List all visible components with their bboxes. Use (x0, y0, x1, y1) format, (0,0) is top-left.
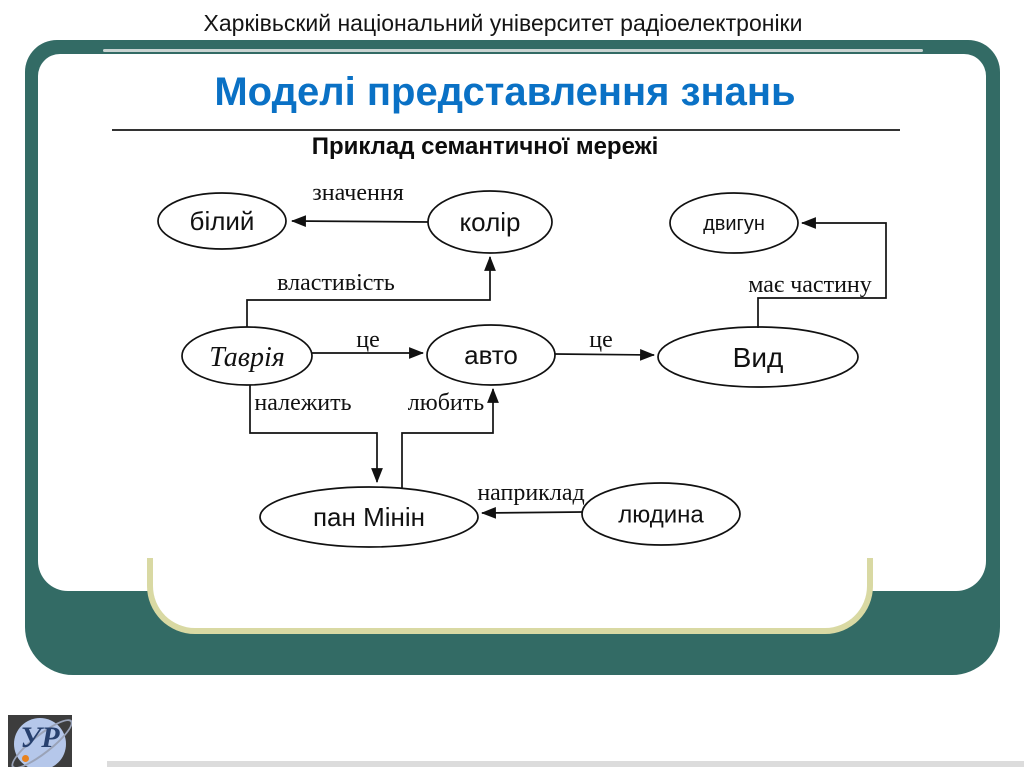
edge-label-liubyt: любить (407, 390, 485, 416)
node-label-vyd: Вид (732, 341, 784, 373)
edge-label-maie-chastynu: має частину (748, 272, 872, 298)
node-label-liudyna: людина (618, 501, 704, 529)
logo-monogram: УР (20, 721, 60, 754)
slide-title: Моделі представлення знань (214, 70, 796, 114)
edge-line-tse-2 (555, 354, 654, 355)
edge-label-tse-1: це (356, 327, 380, 353)
university-header: Харківьский національний університет радіоелектроніки (203, 10, 803, 36)
node-label-dvyhun: двигун (703, 213, 765, 235)
bottom-edge-strip (107, 761, 1024, 767)
university-logo (8, 715, 72, 767)
slide-subtitle: Приклад семантичної мережі (311, 133, 659, 160)
node-label-avto: авто (464, 340, 518, 371)
edge-label-nalezhyt: належить (254, 390, 352, 416)
node-label-kolir: колір (459, 207, 521, 238)
node-label-pan-minin: пан Мінін (312, 502, 426, 533)
edge-label-vlastyvist: властивість (277, 270, 395, 296)
edge-label-znachennia: значення (312, 180, 404, 206)
logo-spark-icon (22, 755, 29, 762)
edge-line-znachennia (292, 221, 428, 222)
node-label-bilyi: білий (189, 206, 255, 237)
edge-line-napryklad (482, 512, 582, 513)
edge-label-tse-2: це (589, 327, 613, 353)
edge-label-napryklad: наприклад (477, 480, 585, 506)
node-label-tavria: Таврія (209, 341, 285, 373)
